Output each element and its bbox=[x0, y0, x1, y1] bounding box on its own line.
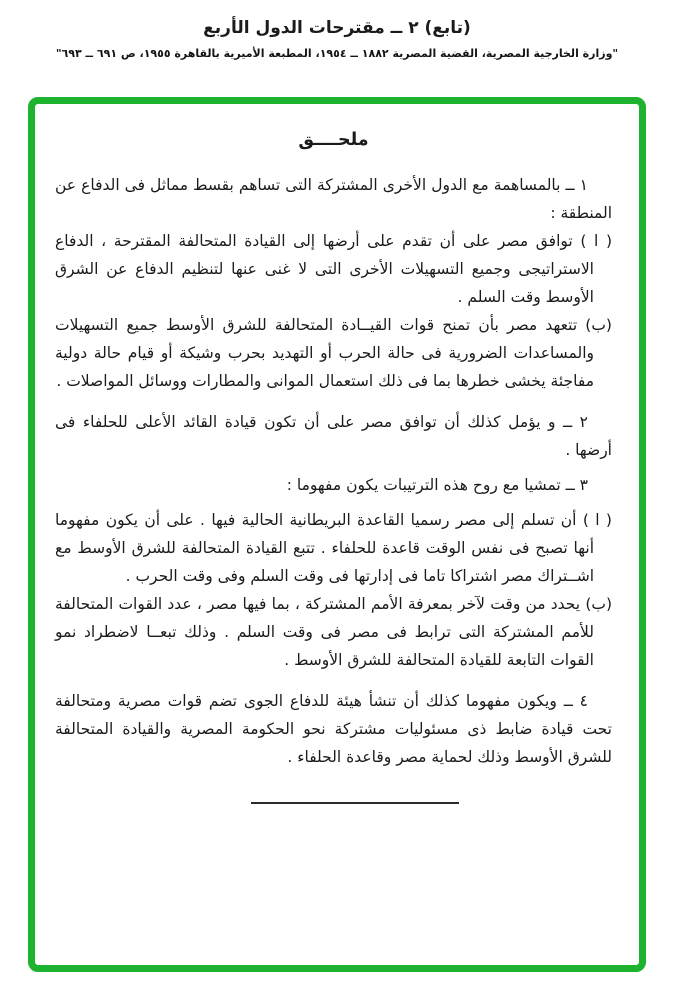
paragraph-marker: (ب) bbox=[585, 595, 612, 613]
paragraph-marker: ٤ ــ bbox=[563, 692, 588, 710]
page-header bbox=[0, 0, 674, 60]
source-citation: "وزارة الخارجية المصرية، القضية المصرية ١٨٨٢ ــ ١٩٥٤، المطبعة الأميرية بالقاهرة ١٩٥٥، ص ٦٩١ ــ ٦٩٣" bbox=[55, 47, 619, 60]
paragraph-text: بالمساهمة مع الدول الأخرى المشتركة التى تساهم بقسط مماثل فى الدفاع عن المنطقة : bbox=[55, 176, 612, 222]
page-title: (تابع) ٢ ــ مقترحات الدول الأربع bbox=[203, 18, 471, 38]
paragraph-text: توافق مصر على أن تقدم على أرضها إلى القيادة المتحالفة المقترحة ، الدفاع الاستراتيجى وجميع التسهيلات الأخرى التى لا غنى عنها لتنظيم الدفاع عن الشرق الأوسط وقت السلم . bbox=[55, 232, 594, 306]
paragraph-marker: (ب) bbox=[585, 316, 612, 334]
paragraph-1-item-a bbox=[55, 227, 612, 311]
paragraph-text: و يؤمل كذلك أن توافق مصر على أن تكون قيادة القائد الأعلى للحلفاء فى أرضها . bbox=[55, 413, 612, 459]
paragraph-text: تتعهد مصر بأن تمنح قوات القيــادة المتحالفة للشرق الأوسط جميع التسهيلات والمساعدات الضرورية فى حالة الحرب أو التهديد بحرب وشيكة أو قيام حالة دولية مفاجئة يخشى خطرها بما فى ذلك استعمال الموانى والمطارات ووسائل المواصلات . bbox=[55, 316, 594, 390]
divider-rule bbox=[251, 802, 459, 804]
paragraph-marker: ١ ــ bbox=[565, 176, 588, 194]
document-content bbox=[35, 104, 639, 804]
document-title: ملحــــق bbox=[298, 130, 369, 150]
paragraph-1 bbox=[55, 171, 612, 227]
paragraph-marker: ( ا ) bbox=[582, 511, 612, 529]
paragraph-text: ويكون مفهوما كذلك أن تنشأ هيئة للدفاع الجوى تضم قوات مصرية ومتحالفة تحت قيادة ضابط ذى مسئوليات مشتركة نحو الحكومة المصرية والقيادة المتحالفة للشرق الأوسط وذلك لحماية مصر وقاعدة الحلفاء . bbox=[55, 692, 612, 766]
paragraph-2 bbox=[55, 408, 612, 464]
paragraph-1-item-b bbox=[55, 311, 612, 395]
paragraph-3 bbox=[55, 471, 612, 499]
paragraph-4 bbox=[55, 687, 612, 771]
paragraph-text: أن تسلم إلى مصر رسميا القاعدة البريطانية الحالية فيها . على أن يكون مفهوما أنها تصبح فى نفس الوقت قاعدة للحلفاء . تتبع القيادة المتحالفة للشرق الأوسط مع اشــتراك مصر اشتراكا تاما فى إدارتها فى وقت السلم وفى وقت الحرب . bbox=[55, 511, 594, 585]
annotation-highlight-box bbox=[28, 97, 646, 972]
paragraph-marker: ( ا ) bbox=[580, 232, 612, 250]
paragraph-marker: ٢ ــ bbox=[563, 413, 588, 431]
paragraph-text: يحدد من وقت لآخر بمعرفة الأمم المشتركة ، بما فيها مصر ، عدد القوات المتحالفة للأمم المشتركة التى ترابط فى مصر فى وقت السلم . وذلك تبعــا لاضطراد نمو القوات التابعة للقيادة المتحالفة للشرق الأوسط . bbox=[55, 595, 594, 669]
paragraph-3-item-b bbox=[55, 590, 612, 674]
paragraph-3-item-a bbox=[55, 506, 612, 590]
paragraph-text: تمشيا مع روح هذه الترتيبات يكون مفهوما : bbox=[286, 476, 561, 494]
paragraph-marker: ٣ ــ bbox=[565, 476, 588, 494]
